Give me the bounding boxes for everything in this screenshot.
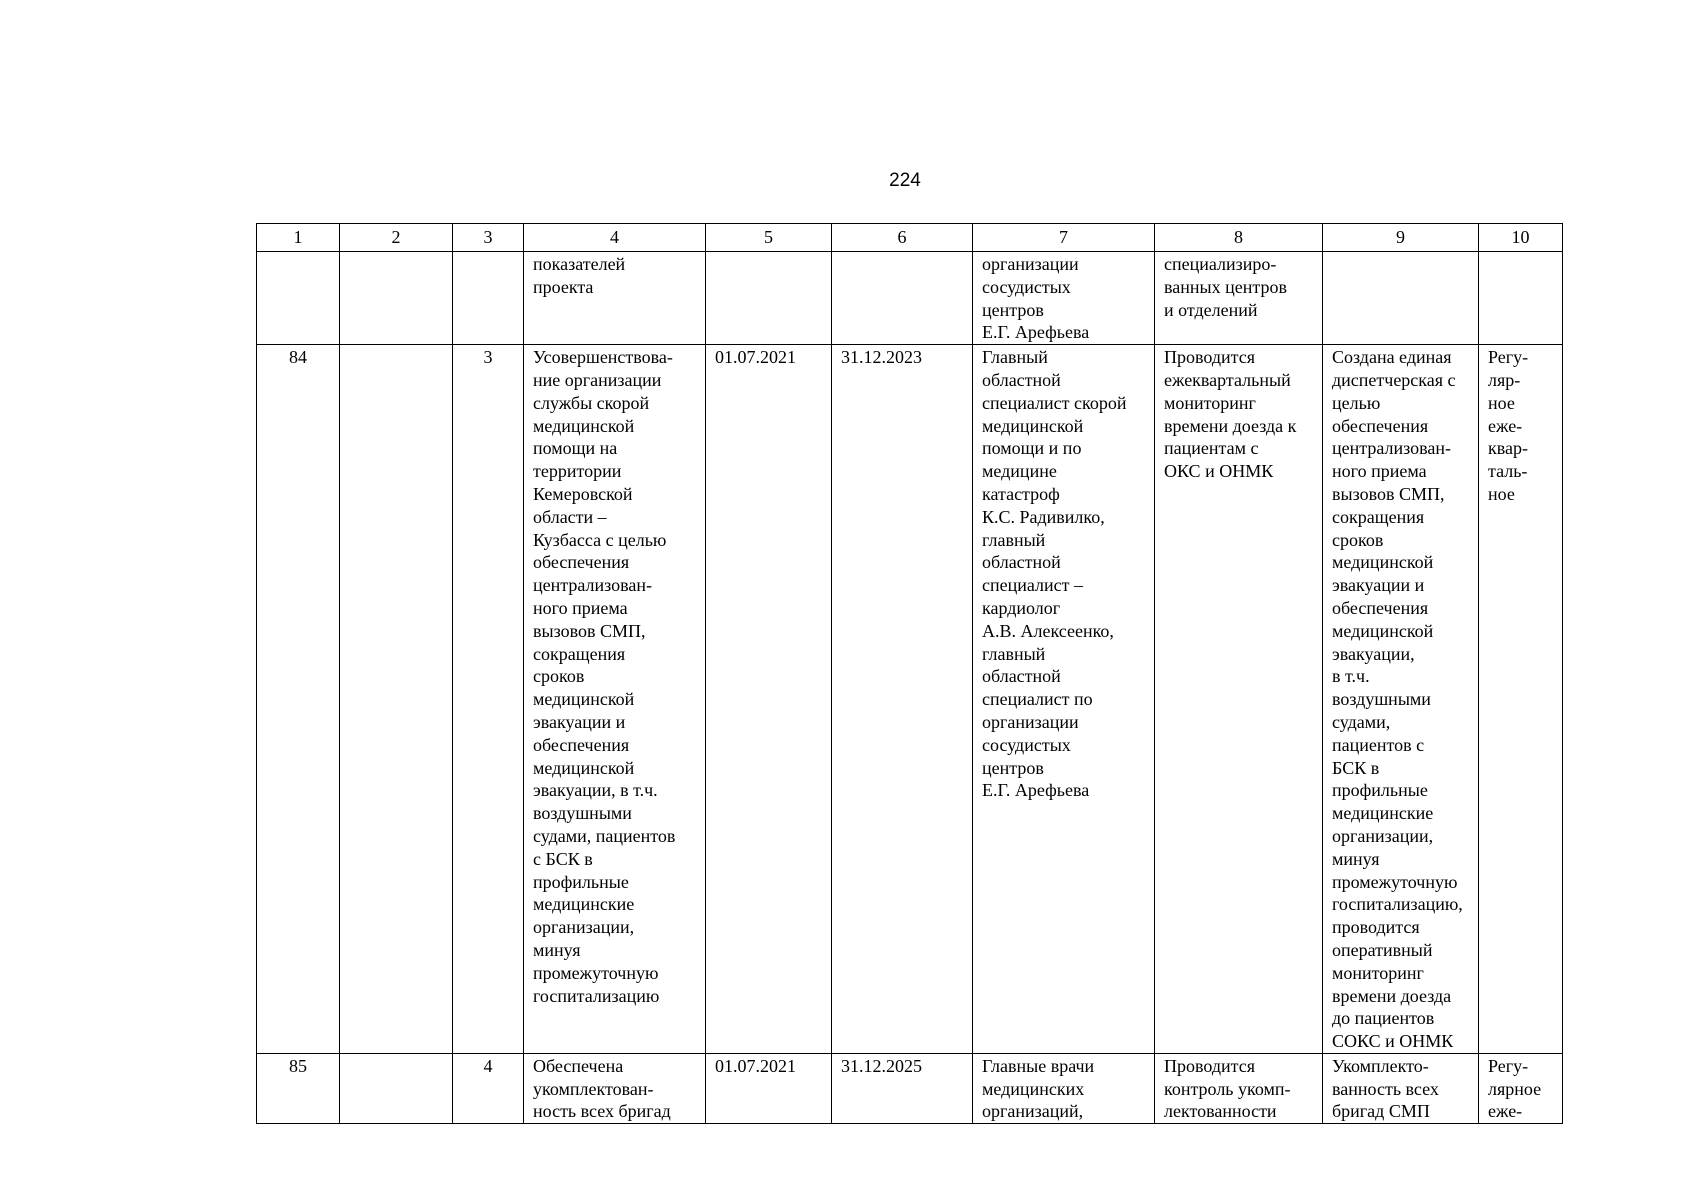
- cell-event-name: показателей проекта: [524, 252, 706, 345]
- cell-start-date: [706, 252, 832, 345]
- cell-start-date: 01.07.2021: [706, 345, 832, 1054]
- cell-responsible: Главный областной специалист скорой медицинской помощи и по медицине катастроф К.С. Радивилко, главный областной специалист – кардиолог А.В. Алексеенко, главный областной специалист по организации сосудистых центров Е.Г. Арефьева: [973, 345, 1155, 1054]
- table-row: [257, 345, 1563, 1054]
- column-number: 8: [1155, 224, 1323, 252]
- cell-description: Проводится ежеквартальный мониторинг времени доезда к пациентам с ОКС и ОНМК: [1155, 345, 1323, 1054]
- cell-responsible: организации сосудистых центров Е.Г. Арефьева: [973, 252, 1155, 345]
- cell-result: [1323, 252, 1479, 345]
- column-number: 5: [706, 224, 832, 252]
- cell-description: Проводится контроль укомп- лектованности: [1155, 1053, 1323, 1123]
- column-number: 3: [453, 224, 524, 252]
- table-row: [257, 252, 1563, 345]
- cell-result: Создана единая диспетчерская с целью обеспечения централизован- ного приема вызовов СМП, сокращения сроков медицинской эвакуации и обеспечения медицинской эвакуации, в т.ч. воздушными судами, пациентов с БСК в профильные медицинские организации, минуя промежуточную госпитализацию, проводится оперативный мониторинг времени доезда до пациентов СОКС и ОНМК: [1323, 345, 1479, 1054]
- cell-col2: [340, 345, 453, 1054]
- row-number: [257, 252, 340, 345]
- row-number: 85: [257, 1053, 340, 1123]
- page-number: 224: [889, 170, 921, 191]
- cell-result: Укомплекто- ванность всех бригад СМП: [1323, 1053, 1479, 1123]
- cell-frequency: [1479, 252, 1563, 345]
- table-row: [257, 1053, 1563, 1123]
- cell-col3: 4: [453, 1053, 524, 1123]
- cell-description: специализиро- ванных центров и отделений: [1155, 252, 1323, 345]
- cell-frequency: Регу- лярное еже-: [1479, 1053, 1563, 1123]
- column-number: 10: [1479, 224, 1563, 252]
- row-number: 84: [257, 345, 340, 1054]
- cell-end-date: 31.12.2023: [832, 345, 973, 1054]
- column-number: 2: [340, 224, 453, 252]
- cell-col3: [453, 252, 524, 345]
- plan-table: [256, 223, 1563, 1124]
- cell-col2: [340, 1053, 453, 1123]
- cell-end-date: 31.12.2025: [832, 1053, 973, 1123]
- cell-responsible: Главные врачи медицинских организаций,: [973, 1053, 1155, 1123]
- column-number: 4: [524, 224, 706, 252]
- cell-frequency: Регу- ляр- ное еже- квар- таль- ное: [1479, 345, 1563, 1054]
- column-number: 9: [1323, 224, 1479, 252]
- cell-start-date: 01.07.2021: [706, 1053, 832, 1123]
- cell-event-name: Обеспечена укомплектован- ность всех бригад: [524, 1053, 706, 1123]
- cell-end-date: [832, 252, 973, 345]
- column-numbers-row: [257, 224, 1563, 252]
- cell-col2: [340, 252, 453, 345]
- column-number: 6: [832, 224, 973, 252]
- cell-col3: 3: [453, 345, 524, 1054]
- cell-event-name: Усовершенствова- ние организации службы скорой медицинской помощи на территории Кемеровской области – Кузбасса с целью обеспечения централизован- ного приема вызовов СМП, сокращения сроков медицинской эвакуации и обеспечения медицинской эвакуации, в т.ч. воздушными судами, пациентов с БСК в профильные медицинские организации, минуя промежуточную госпитализацию: [524, 345, 706, 1054]
- column-number: 7: [973, 224, 1155, 252]
- column-number: 1: [257, 224, 340, 252]
